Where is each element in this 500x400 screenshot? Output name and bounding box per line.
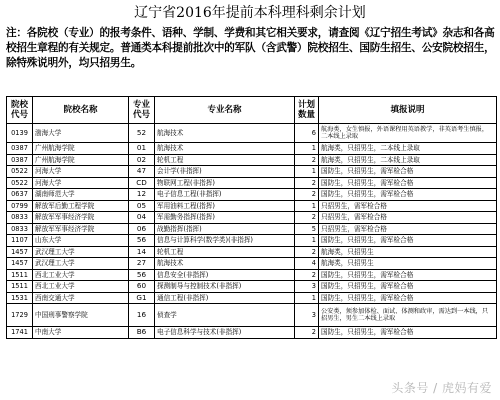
cell-quota: 1	[295, 235, 319, 247]
cell-quota: 2	[295, 212, 319, 224]
cell-major-name: 航海技术	[155, 258, 295, 270]
cell-code: 0387	[7, 143, 33, 155]
table-row	[7, 269, 497, 281]
cell-remarks: 国防生，只招男生，需军检合格	[319, 269, 497, 281]
cell-quota: 5	[295, 223, 319, 235]
header-quota: 计划数量	[295, 97, 319, 124]
cell-quota: 6	[295, 124, 319, 143]
cell-major-name: 物联网工程(非指挥)	[155, 177, 295, 189]
table-row	[7, 189, 497, 201]
cell-major-name: 战勤指挥(指挥)	[155, 223, 295, 235]
cell-remarks: 公安类，须参加体检、面试、体测和政审，需达到一本线，只招男生，男生二本线上录取	[319, 304, 497, 327]
header-code: 院校代号	[7, 97, 33, 124]
cell-major-name: 会计学(非指挥)	[155, 166, 295, 178]
cell-major-code: 56	[129, 235, 155, 247]
cell-name: 广州航海学院	[33, 154, 129, 166]
cell-major-name: 轮机工程	[155, 246, 295, 258]
cell-code: 1511	[7, 269, 33, 281]
table-row	[7, 304, 497, 327]
cell-remarks: 国防生，只招男生，需军检合格	[319, 235, 497, 247]
cell-remarks: 航海类，只招男生	[319, 258, 497, 270]
cell-name: 渤海大学	[33, 124, 129, 143]
cell-quota: 2	[295, 177, 319, 189]
cell-code: 1511	[7, 281, 33, 293]
table-row	[7, 154, 497, 166]
cell-major-name: 电子信息科学与技术(非指挥)	[155, 327, 295, 339]
cell-remarks: 航海类，只招男生，二本线上录取	[319, 154, 497, 166]
cell-name: 武汉理工大学	[33, 258, 129, 270]
cell-code: 0833	[7, 223, 33, 235]
cell-name: 湖南师范大学	[33, 189, 129, 201]
cell-remarks: 国防生，只招男生，需军检合格	[319, 281, 497, 293]
cell-code: 0637	[7, 189, 33, 201]
cell-code: 1729	[7, 304, 33, 327]
cell-major-name: 信息安全(非指挥)	[155, 269, 295, 281]
table-row	[7, 177, 497, 189]
header-major-name: 专业名称	[155, 97, 295, 124]
cell-major-code: 04	[129, 212, 155, 224]
watermark-text: 头条号 / 虎妈有爱	[391, 381, 492, 395]
table-header-row	[7, 97, 497, 124]
cell-quota: 1	[295, 292, 319, 304]
cell-quota: 1	[295, 200, 319, 212]
cell-quota: 2	[295, 246, 319, 258]
cell-name: 广州航海学院	[33, 143, 129, 155]
table-row	[7, 258, 497, 270]
cell-major-code: 16	[129, 304, 155, 327]
cell-quota: 1	[295, 143, 319, 155]
cell-remarks: 只招男生，需军检合格	[319, 212, 497, 224]
cell-major-code: 27	[129, 258, 155, 270]
cell-name: 中国刑事警察学院	[33, 304, 129, 327]
cell-code: 1531	[7, 292, 33, 304]
cell-major-code: 06	[129, 223, 155, 235]
cell-quota: 2	[295, 154, 319, 166]
cell-quota: 3	[295, 281, 319, 293]
cell-major-name: 通信工程(非指挥)	[155, 292, 295, 304]
cell-major-name: 军用油料工程(指挥)	[155, 200, 295, 212]
cell-quota: 3	[295, 304, 319, 327]
cell-major-code: CD	[129, 177, 155, 189]
cell-major-code: B6	[129, 327, 155, 339]
cell-quota: 2	[295, 269, 319, 281]
table-row	[7, 124, 497, 143]
cell-remarks: 国防生，只招男生，需军检合格	[319, 189, 497, 201]
table-row	[7, 281, 497, 293]
notice-text: 注：各院校（专业）的报考条件、语种、学制、学费和其它相关要求，请查阅《辽宁招生考试》杂志和各高校招生章程的有关规定。普通类本科提前批次中的军队（含武警）院校招生、国防生招生、公安院校招生，除特殊说明外，均只招男生。	[6, 27, 495, 69]
cell-major-name: 航海技术	[155, 124, 295, 143]
cell-name: 西北工业大学	[33, 269, 129, 281]
cell-name: 河海大学	[33, 177, 129, 189]
cell-code: 0522	[7, 177, 33, 189]
cell-name: 西北工业大学	[33, 281, 129, 293]
cell-major-name: 轮机工程	[155, 154, 295, 166]
cell-code: 1457	[7, 246, 33, 258]
cell-code: 0139	[7, 124, 33, 143]
cell-name: 解放军后勤工程学院	[33, 200, 129, 212]
cell-name: 解放军军事经济学院	[33, 212, 129, 224]
cell-major-code: 14	[129, 246, 155, 258]
cell-quota: 2	[295, 327, 319, 339]
cell-major-name: 探测制导与控制技术(非指挥)	[155, 281, 295, 293]
cell-code: 1741	[7, 327, 33, 339]
table-row	[7, 235, 497, 247]
cell-remarks: 国防生，只招男生，需军检合格	[319, 166, 497, 178]
cell-code: 1457	[7, 258, 33, 270]
cell-code: 0387	[7, 154, 33, 166]
cell-major-name: 航海技术	[155, 143, 295, 155]
cell-major-code: 47	[129, 166, 155, 178]
cell-major-name: 军需勤务指挥(指挥)	[155, 212, 295, 224]
cell-remarks: 航海类，女生慎报，外语课程用英语教学，非英语考生慎报，二本线上录取	[319, 124, 497, 143]
header-name: 院校名称	[33, 97, 129, 124]
cell-remarks: 航海类，只招男生	[319, 246, 497, 258]
cell-quota: 2	[295, 189, 319, 201]
cell-quota: 4	[295, 258, 319, 270]
cell-major-code: 02	[129, 154, 155, 166]
table-row	[7, 166, 497, 178]
table-row	[7, 212, 497, 224]
cell-name: 山东大学	[33, 235, 129, 247]
table-row	[7, 200, 497, 212]
cell-remarks: 国防生，只招男生，需军检合格	[319, 292, 497, 304]
cell-name: 武汉理工大学	[33, 246, 129, 258]
cell-major-name: 侦查学	[155, 304, 295, 327]
cell-code: 0522	[7, 166, 33, 178]
cell-major-name: 信息与计算科学(数学类)(非指挥)	[155, 235, 295, 247]
cell-remarks: 只招男生，需军检合格	[319, 200, 497, 212]
table-row	[7, 292, 497, 304]
cell-name: 河海大学	[33, 166, 129, 178]
table-row	[7, 223, 497, 235]
cell-name: 解放军军事经济学院	[33, 223, 129, 235]
table-row	[7, 246, 497, 258]
cell-major-code: 12	[129, 189, 155, 201]
cell-quota: 1	[295, 166, 319, 178]
cell-remarks: 只招男生，需军检合格	[319, 223, 497, 235]
cell-remarks: 航海类，只招男生，二本线上录取	[319, 143, 497, 155]
cell-major-code: 52	[129, 124, 155, 143]
table-row	[7, 327, 497, 339]
cell-code: 0799	[7, 200, 33, 212]
cell-major-name: 电子信息工程(非指挥)	[155, 189, 295, 201]
cell-major-code: 01	[129, 143, 155, 155]
cell-name: 中南大学	[33, 327, 129, 339]
table-body	[7, 124, 497, 339]
cell-major-code: 05	[129, 200, 155, 212]
cell-code: 1107	[7, 235, 33, 247]
header-remarks: 填报说明	[319, 97, 497, 124]
cell-name: 西南交通大学	[33, 292, 129, 304]
header-major-code: 专业代号	[129, 97, 155, 124]
cell-major-code: G1	[129, 292, 155, 304]
page-title: 辽宁省2016年提前本科理科剩余计划	[134, 5, 366, 21]
cell-remarks: 国防生，只招男生，需军检合格	[319, 177, 497, 189]
cell-major-code: 56	[129, 269, 155, 281]
cell-remarks: 国防生，只招男生，需军检合格	[319, 327, 497, 339]
cell-code: 0833	[7, 212, 33, 224]
cell-major-code: 60	[129, 281, 155, 293]
remaining-plan-table	[6, 96, 497, 339]
table-row	[7, 143, 497, 155]
